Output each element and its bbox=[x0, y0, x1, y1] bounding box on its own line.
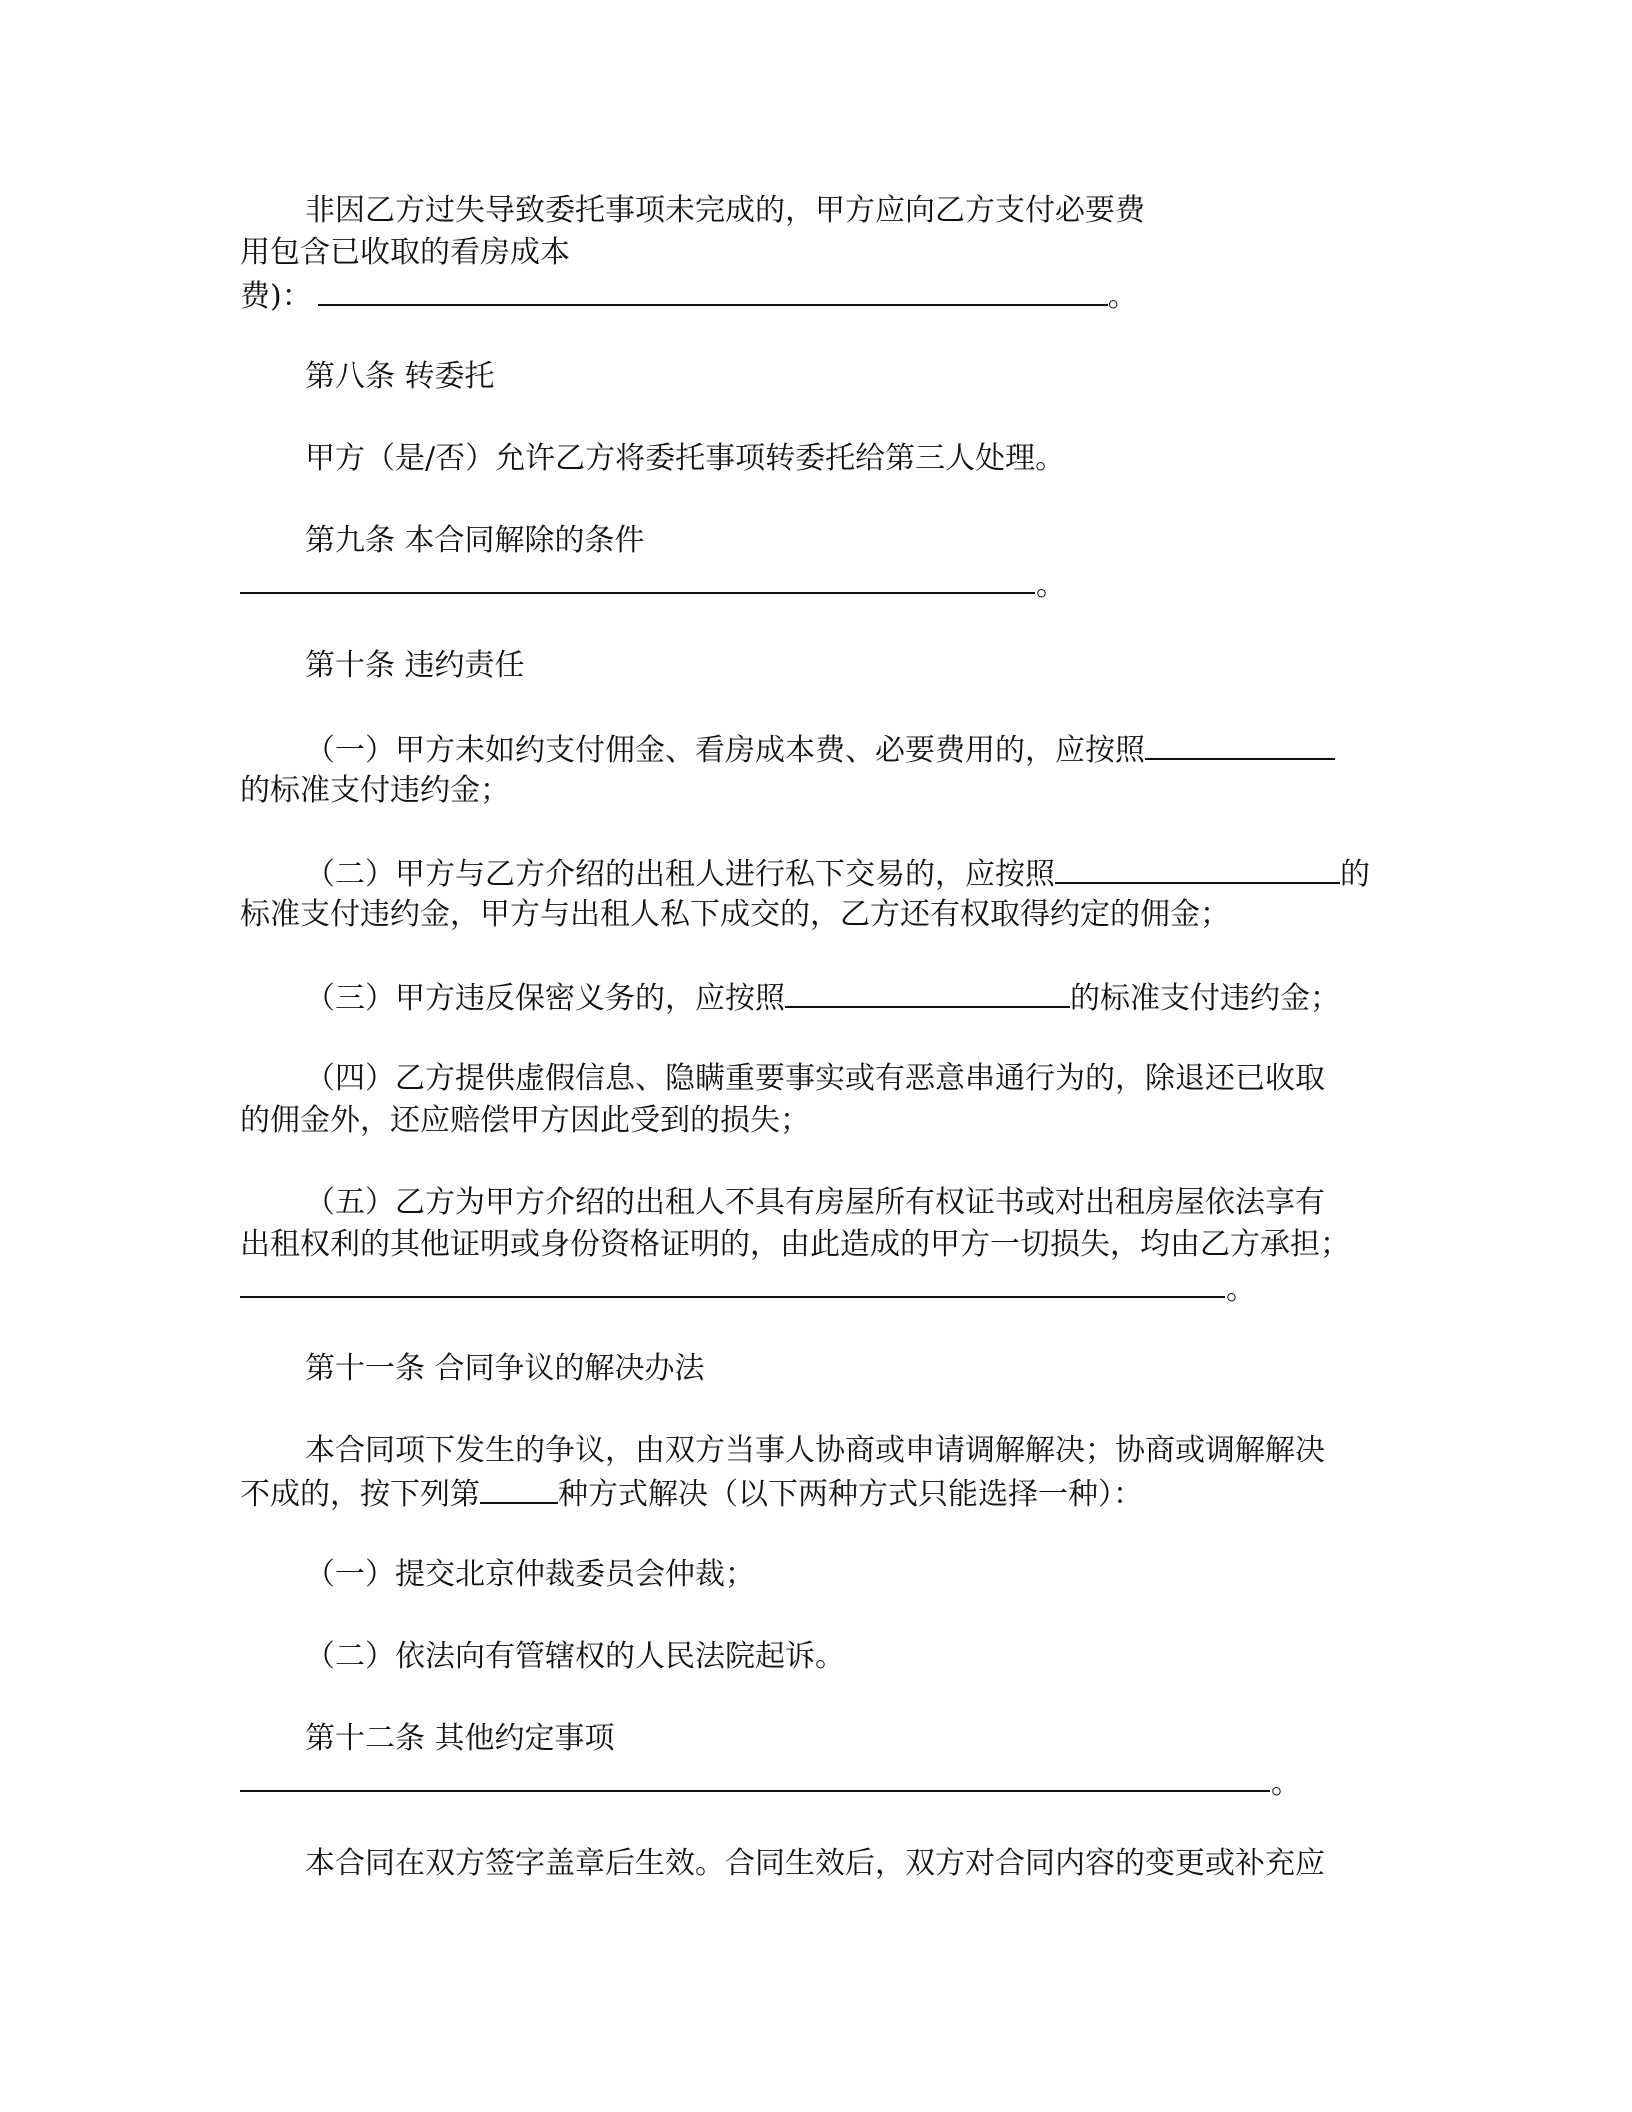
article-8-heading: 第八条 转委托 bbox=[305, 359, 495, 394]
article-10-item-2-suffix: 的 bbox=[1340, 857, 1370, 892]
closing-text: 本合同在双方签字盖章后生效。合同生效后，双方对合同内容的变更或补充应 bbox=[305, 1846, 1325, 1881]
article-11-text-line-1: 本合同项下发生的争议，由双方当事人协商或申请调解解决；协商或调解解决 bbox=[305, 1433, 1325, 1468]
article-10-item-4-line-2: 的佣金外，还应赔偿甲方因此受到的损失； bbox=[240, 1103, 810, 1138]
article-10-item-4-line-1: （四）乙方提供虚假信息、隐瞒重要事实或有恶意串通行为的，除退还已收取 bbox=[305, 1061, 1325, 1096]
article-12-end: 。 bbox=[1271, 1766, 1301, 1801]
item-1-standard-blank[interactable] bbox=[1145, 728, 1335, 760]
article-10-item-3 bbox=[305, 976, 1340, 1020]
necessary-fee-blank[interactable] bbox=[318, 274, 1108, 306]
article-10-item-3-text: （三）甲方违反保密义务的，应按照 bbox=[305, 981, 785, 1016]
article-11-text-line-2 bbox=[240, 1472, 1143, 1516]
dispute-method-blank[interactable] bbox=[480, 1472, 558, 1504]
article-9-end: 。 bbox=[1036, 568, 1066, 603]
fee-paragraph-line-3 bbox=[240, 274, 1138, 318]
article-11-text-suffix: 种方式解决（以下两种方式只能选择一种）： bbox=[558, 1477, 1143, 1512]
article-10-end: 。 bbox=[1226, 1272, 1256, 1307]
article-11-option-1: （一）提交北京仲裁委员会仲裁； bbox=[305, 1557, 755, 1592]
article-10-item-5-line-2: 出租权利的其他证明或身份资格证明的，由此造成的甲方一切损失，均由乙方承担； bbox=[240, 1227, 1350, 1262]
article-8-text: 甲方（是/否）允许乙方将委托事项转委托给第三人处理。 bbox=[305, 441, 1066, 476]
termination-conditions-blank[interactable] bbox=[240, 592, 1035, 594]
item-2-standard-blank[interactable] bbox=[1055, 852, 1340, 884]
fee-paragraph-end: 。 bbox=[1107, 279, 1138, 314]
article-10-item-2-text: （二）甲方与乙方介绍的出租人进行私下交易的，应按照 bbox=[305, 857, 1055, 892]
article-10-item-1-text: （一）甲方未如约支付佣金、看房成本费、必要费用的，应按照 bbox=[305, 733, 1145, 768]
liability-other-blank[interactable] bbox=[240, 1296, 1225, 1298]
other-matters-blank[interactable] bbox=[240, 1790, 1270, 1792]
article-10-item-5-line-1: （五）乙方为甲方介绍的出租人不具有房屋所有权证书或对出租房屋依法享有 bbox=[305, 1185, 1325, 1220]
article-12-heading: 第十二条 其他约定事项 bbox=[305, 1721, 615, 1756]
article-11-option-2: （二）依法向有管辖权的人民法院起诉。 bbox=[305, 1639, 845, 1674]
article-11-text-prefix: 不成的，按下列第 bbox=[240, 1477, 480, 1512]
article-10-item-3-suffix: 的标准支付违约金； bbox=[1070, 981, 1340, 1016]
article-10-heading: 第十条 违约责任 bbox=[305, 648, 525, 683]
item-3-standard-blank[interactable] bbox=[785, 976, 1070, 1008]
article-9-heading: 第九条 本合同解除的条件 bbox=[305, 523, 645, 558]
fee-paragraph-prefix: 费)： bbox=[240, 279, 312, 314]
article-10-item-1-line-2: 的标准支付违约金； bbox=[240, 773, 510, 808]
article-10-item-2-line-1 bbox=[305, 852, 1370, 896]
fee-paragraph-line-2: 用包含已收取的看房成本 bbox=[240, 235, 570, 270]
article-10-item-1-line-1 bbox=[305, 728, 1335, 772]
article-10-item-2-line-2: 标准支付违约金，甲方与出租人私下成交的，乙方还有权取得约定的佣金； bbox=[240, 897, 1230, 932]
fee-paragraph-line-1: 非因乙方过失导致委托事项未完成的，甲方应向乙方支付必要费 bbox=[305, 193, 1145, 228]
article-11-heading: 第十一条 合同争议的解决办法 bbox=[305, 1351, 705, 1386]
